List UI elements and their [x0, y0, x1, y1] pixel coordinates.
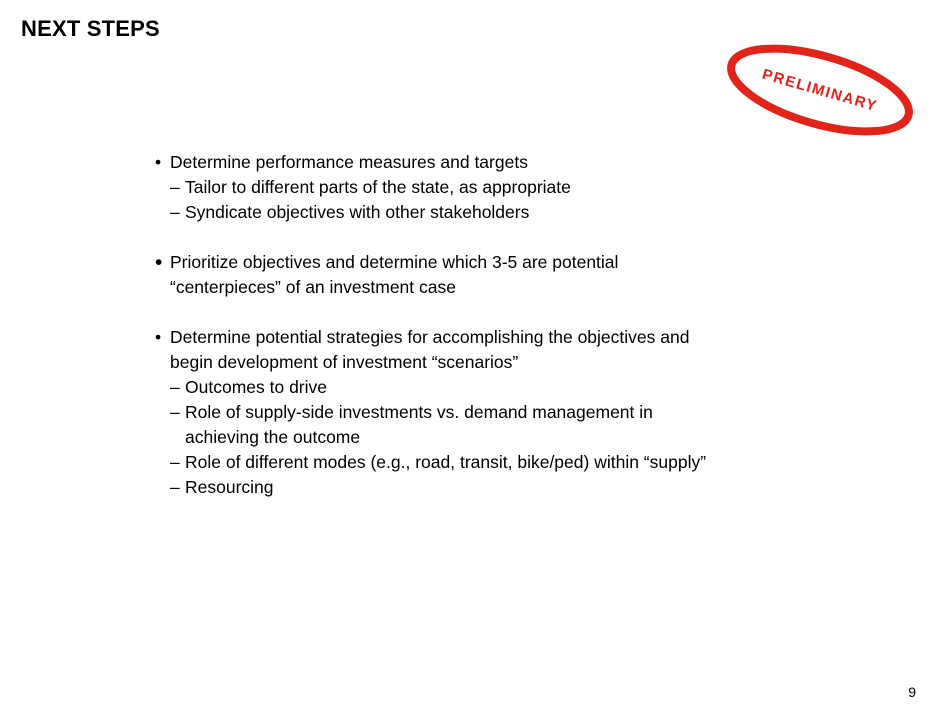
- bullet-text: Prioritize objectives and determine which 3-5 are potential: [170, 252, 619, 272]
- sub-item: [155, 200, 855, 225]
- dash-mark: –: [170, 377, 180, 397]
- page-title: NEXT STEPS: [21, 16, 160, 41]
- page-number: 9: [908, 684, 916, 700]
- bullet-item: [155, 250, 855, 275]
- bullet-item: [155, 150, 855, 175]
- bullet-text: Determine performance measures and targets: [170, 152, 528, 172]
- bullet-continuation: [155, 275, 855, 300]
- next-steps-list: [155, 150, 855, 500]
- sub-text: achieving the outcome: [185, 427, 361, 447]
- bullet-text: begin development of investment “scenarios”: [170, 352, 519, 372]
- sub-item: [155, 450, 855, 475]
- sub-item: [155, 175, 855, 200]
- bullet-mark: •: [155, 152, 162, 172]
- sub-text: Syndicate objectives with other stakeholders: [185, 202, 530, 222]
- sub-item: [155, 400, 855, 425]
- bullet-item: [155, 325, 855, 350]
- sub-item-continuation: [155, 425, 855, 450]
- bullet-continuation: [155, 350, 855, 375]
- dash-mark: –: [170, 202, 180, 222]
- bullet-mark: •: [155, 327, 162, 347]
- bullet-text: Determine potential strategies for accomplishing the objectives and: [170, 327, 690, 347]
- sub-text: Role of supply-side investments vs. demand management in: [185, 402, 653, 422]
- dash-mark: –: [170, 477, 180, 497]
- sub-text: Role of different modes (e.g., road, transit, bike/ped) within “supply”: [185, 452, 707, 472]
- stamp-text: PRELIMINARY: [760, 65, 880, 116]
- bullet-mark: •: [155, 251, 163, 274]
- dash-mark: –: [170, 177, 180, 197]
- sub-text: Tailor to different parts of the state, as appropriate: [185, 177, 571, 197]
- preliminary-stamp: [720, 42, 920, 138]
- sub-item: [155, 375, 855, 400]
- sub-item: [155, 475, 855, 500]
- bullet-text: “centerpieces” of an investment case: [170, 277, 456, 297]
- sub-text: Resourcing: [185, 477, 274, 497]
- sub-text: Outcomes to drive: [185, 377, 327, 397]
- dash-mark: –: [170, 402, 180, 422]
- dash-mark: –: [170, 452, 180, 472]
